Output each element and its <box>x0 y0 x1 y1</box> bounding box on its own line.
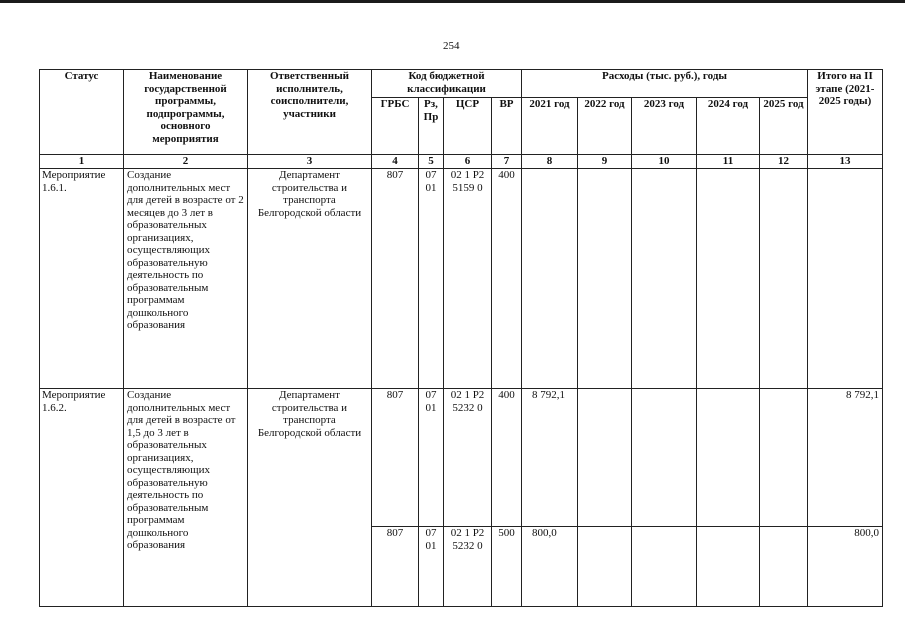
header-status: Статус <box>40 70 124 155</box>
row-total <box>808 169 883 389</box>
row-vr: 500 <box>492 527 522 607</box>
row-total: 800,0 <box>808 527 883 607</box>
row-grbs: 807 <box>372 527 419 607</box>
scan-top-edge <box>0 0 905 3</box>
header-2025: 2025 год <box>760 98 808 155</box>
row-2021: 800,0 <box>522 527 578 607</box>
row-vr: 400 <box>492 389 522 527</box>
column-number: 6 <box>444 155 492 169</box>
row-2024 <box>697 389 760 527</box>
row-2022 <box>578 169 632 389</box>
column-number: 10 <box>632 155 697 169</box>
header-responsible: Ответственный исполнитель, соисполнители, участники <box>248 70 372 155</box>
row-csr: 02 1 Р2 5159 0 <box>444 169 492 389</box>
row-status: Мероприятие 1.6.1. <box>40 169 124 389</box>
row-csr: 02 1 Р2 5232 0 <box>444 527 492 607</box>
row-2022 <box>578 527 632 607</box>
header-expenses: Расходы (тыс. руб.), годы <box>522 70 808 98</box>
row-2025 <box>760 389 808 527</box>
row-2025 <box>760 169 808 389</box>
row-2024 <box>697 169 760 389</box>
header-2024: 2024 год <box>697 98 760 155</box>
row-csr: 02 1 Р2 5232 0 <box>444 389 492 527</box>
page-number: 254 <box>443 40 460 52</box>
column-number: 2 <box>124 155 248 169</box>
row-grbs: 807 <box>372 169 419 389</box>
header-2022: 2022 год <box>578 98 632 155</box>
column-number-row <box>40 155 883 169</box>
row-2023 <box>632 527 697 607</box>
row-responsible: Департамент строительства и транспорта Белгородской области <box>248 389 372 607</box>
column-number: 13 <box>808 155 883 169</box>
header-vr: ВР <box>492 98 522 155</box>
row-rz-pr: 07 01 <box>419 169 444 389</box>
row-status: Мероприятие 1.6.2. <box>40 389 124 607</box>
table-row <box>40 169 883 389</box>
column-number: 4 <box>372 155 419 169</box>
row-program-name: Создание дополнительных мест для детей в возрасте от 2 месяцев до 3 лет в образовательных организациях, осуществляющих образовательную деятельность по образовательным программам дошкольного образования <box>124 169 248 389</box>
column-number: 3 <box>248 155 372 169</box>
row-vr: 400 <box>492 169 522 389</box>
column-number: 11 <box>697 155 760 169</box>
header-2021: 2021 год <box>522 98 578 155</box>
table-row <box>40 389 883 527</box>
header-budget-code: Код бюджетной классификации <box>372 70 522 98</box>
row-rz-pr: 07 01 <box>419 527 444 607</box>
row-responsible: Департамент строительства и транспорта Белгородской области <box>248 169 372 389</box>
row-2023 <box>632 389 697 527</box>
row-2025 <box>760 527 808 607</box>
row-rz-pr: 07 01 <box>419 389 444 527</box>
row-grbs: 807 <box>372 389 419 527</box>
column-number: 1 <box>40 155 124 169</box>
budget-table <box>39 69 883 607</box>
row-2024 <box>697 527 760 607</box>
row-2021: 8 792,1 <box>522 389 578 527</box>
header-rz-pr: Рз, Пр <box>419 98 444 155</box>
row-2021 <box>522 169 578 389</box>
column-number: 9 <box>578 155 632 169</box>
row-2022 <box>578 389 632 527</box>
header-program-name: Наименование государственной программы, подпрограммы, основного мероприятия <box>124 70 248 155</box>
header-total: Итого на II этапе (2021-2025 годы) <box>808 70 883 155</box>
column-number: 8 <box>522 155 578 169</box>
column-number: 7 <box>492 155 522 169</box>
header-csr: ЦСР <box>444 98 492 155</box>
row-total: 8 792,1 <box>808 389 883 527</box>
column-number: 5 <box>419 155 444 169</box>
header-grbs: ГРБС <box>372 98 419 155</box>
column-number: 12 <box>760 155 808 169</box>
header-2023: 2023 год <box>632 98 697 155</box>
row-program-name: Создание дополнительных мест для детей в возрасте от 1,5 до 3 лет в образовательных организациях, осуществляющих образовательную деятельность по образовательным программам дошкольного образования <box>124 389 248 607</box>
row-2023 <box>632 169 697 389</box>
